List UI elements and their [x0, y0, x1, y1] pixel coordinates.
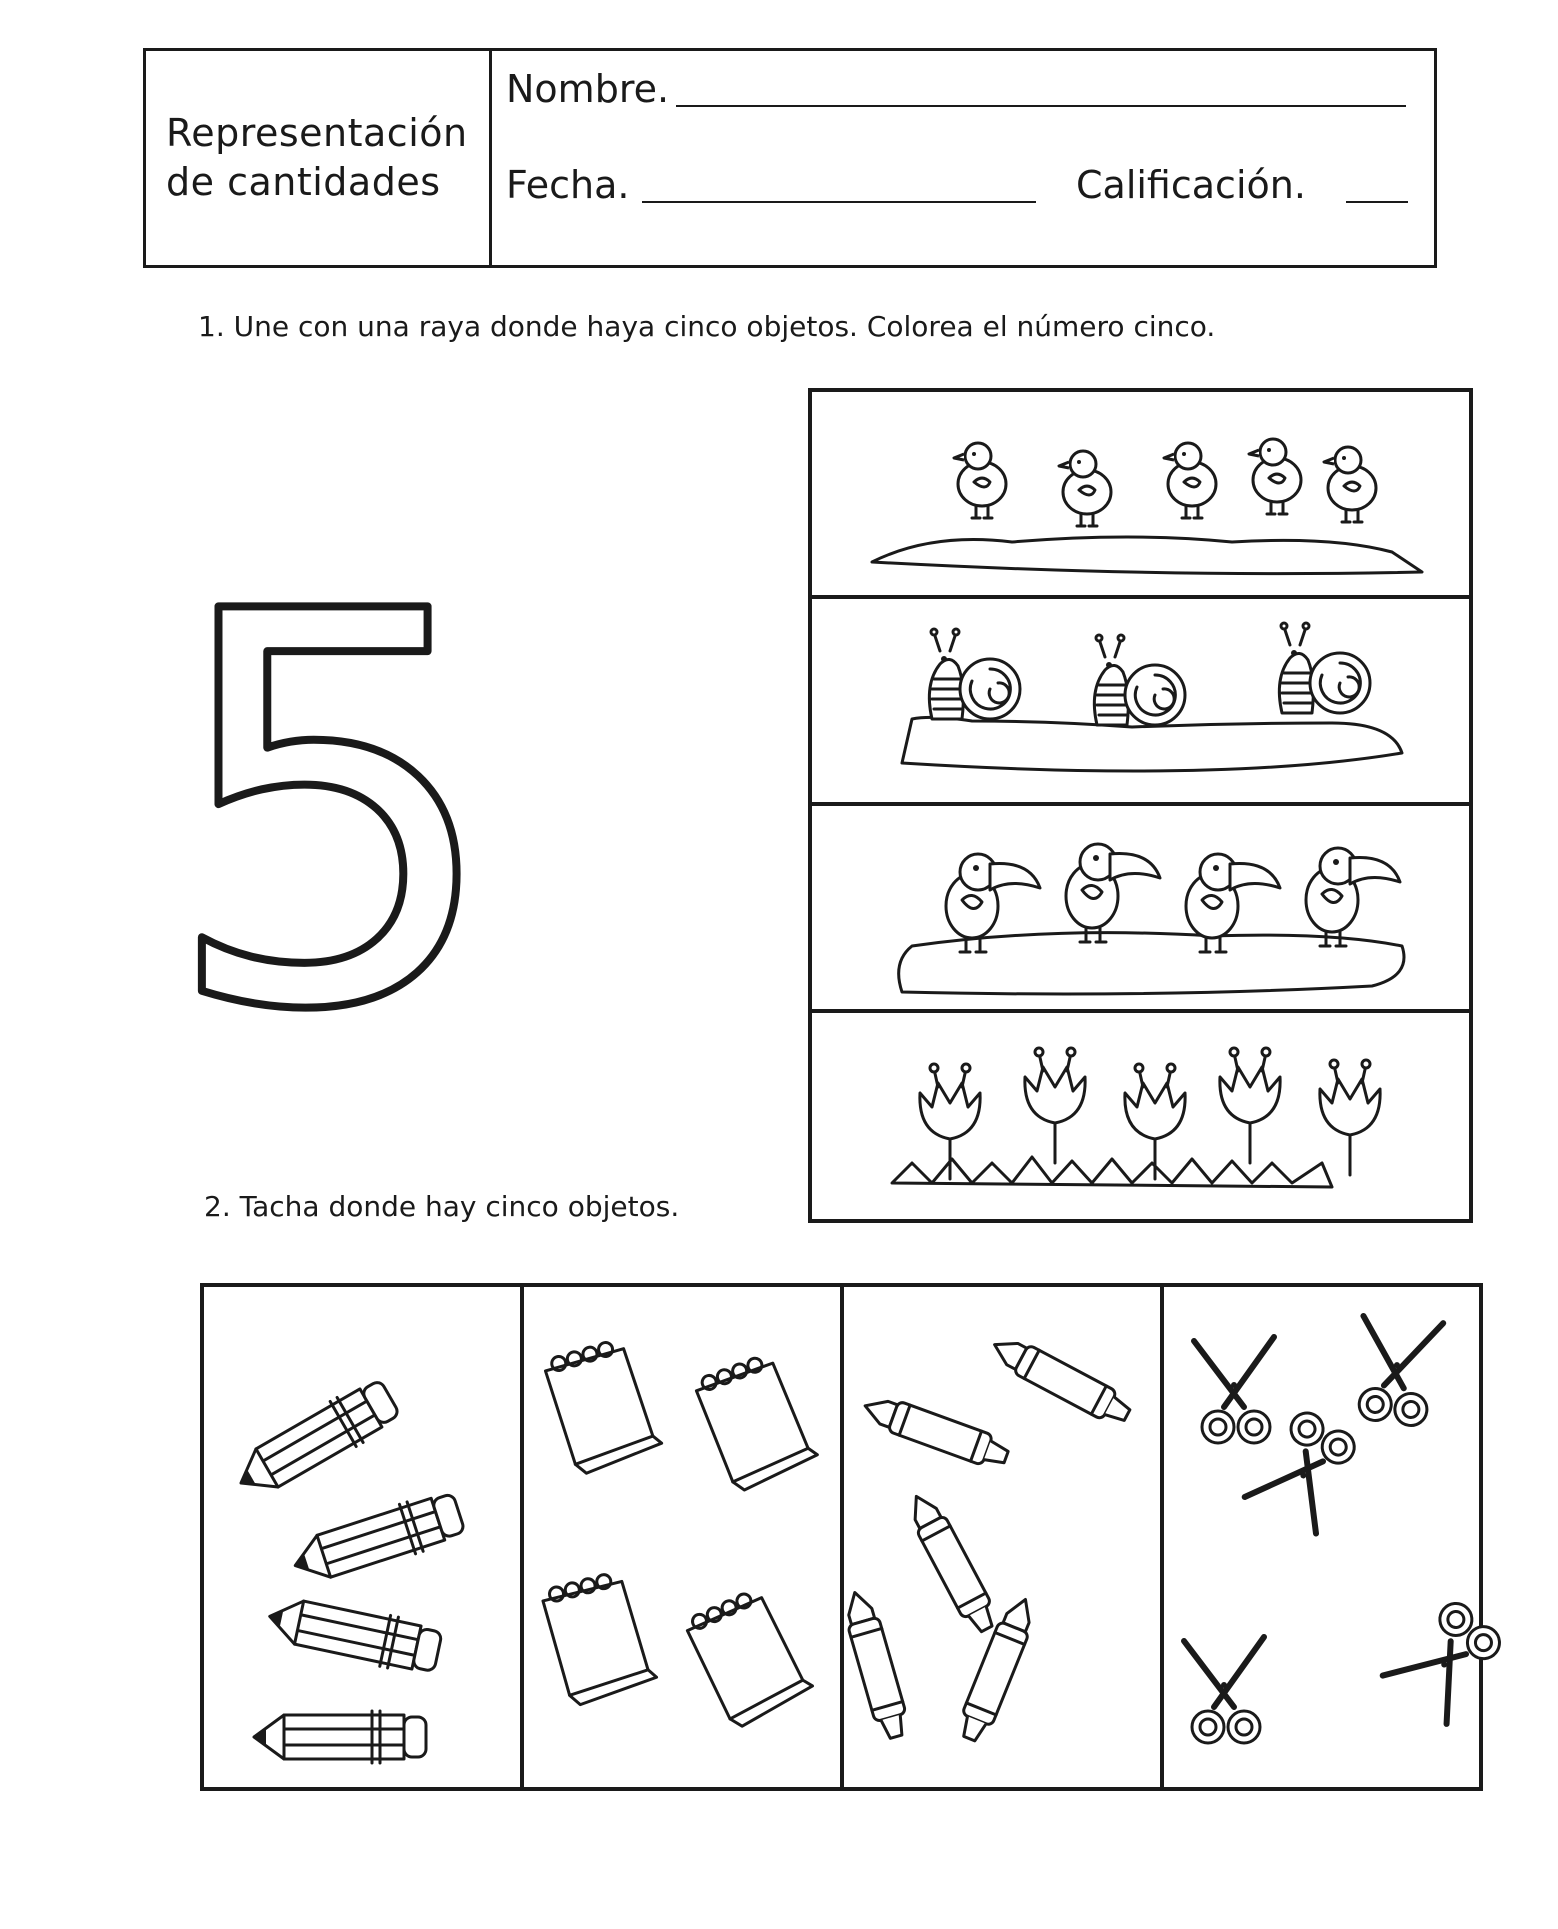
pencil-icon [287, 1488, 467, 1591]
crayon-icon [902, 1489, 1001, 1636]
scissors-icon [1349, 1312, 1443, 1428]
tulip-group [852, 1033, 1432, 1203]
number-five-glyph: 5 [160, 500, 504, 1128]
toucan-icon [1066, 844, 1160, 942]
object-box-pencils[interactable] [204, 1287, 520, 1787]
tulip-icon [1025, 1048, 1085, 1163]
tulip-icon [920, 1064, 980, 1179]
date-field[interactable] [642, 201, 1036, 203]
worksheet-header [143, 48, 1437, 268]
worksheet-title-line2: de cantidades [166, 160, 441, 204]
picture-row-tulips[interactable] [812, 1013, 1469, 1219]
crayon-icon [987, 1331, 1134, 1430]
notepad-icon [543, 1338, 664, 1477]
picture-groups-panel [808, 388, 1473, 1223]
name-label: Nombre. [506, 67, 670, 111]
instruction-2: 2. Tacha donde hay cinco objetos. [204, 1190, 680, 1223]
snail-group [852, 619, 1432, 789]
pencil-icon [264, 1591, 443, 1678]
notepad-icon [682, 1583, 818, 1733]
chick-icon [1164, 443, 1216, 518]
crayon-icon [839, 1588, 911, 1741]
picture-row-toucans[interactable] [812, 806, 1469, 1011]
number-five-outline [160, 500, 504, 1128]
toucan-icon [1306, 848, 1400, 946]
chick-icon [1249, 439, 1301, 514]
scissors-icon [1194, 1337, 1274, 1443]
scissors-icon [1383, 1594, 1512, 1727]
picture-row-chicks[interactable] [812, 392, 1469, 597]
big-number-five[interactable] [160, 500, 504, 1128]
scissors-group [1164, 1287, 1479, 1787]
snail-icon [929, 629, 1020, 719]
header-divider [489, 51, 492, 265]
pencil-icon [254, 1711, 426, 1763]
notepad-group [524, 1287, 840, 1787]
chick-group [852, 412, 1432, 582]
snail-icon [1279, 623, 1370, 713]
pencil-group [204, 1287, 520, 1787]
object-box-crayons[interactable] [844, 1287, 1160, 1787]
pencil-icon [228, 1374, 403, 1505]
snail-icon [1094, 635, 1185, 725]
worksheet-title-line1: Representación [166, 111, 468, 155]
crayon-group [844, 1287, 1160, 1787]
tulip-icon [1320, 1060, 1380, 1175]
date-label: Fecha. [506, 163, 630, 207]
chick-icon [1059, 451, 1111, 526]
grade-field[interactable] [1346, 201, 1408, 203]
chick-icon [1324, 447, 1376, 522]
object-box-notepads[interactable] [524, 1287, 840, 1787]
toucan-group [852, 826, 1432, 996]
tulip-icon [1220, 1048, 1280, 1163]
worksheet-title [166, 109, 486, 207]
notepad-icon [541, 1571, 658, 1706]
object-box-scissors[interactable] [1164, 1287, 1479, 1787]
tulip-icon [1125, 1064, 1185, 1179]
instruction-1: 1. Une con una raya donde haya cinco objetos. Colorea el número cinco. [198, 310, 1216, 343]
notepad-icon [693, 1350, 822, 1495]
scissors-icon [1184, 1637, 1264, 1743]
name-field[interactable] [676, 105, 1406, 107]
objects-grid [200, 1283, 1483, 1791]
picture-row-snails[interactable] [812, 599, 1469, 804]
grade-label: Calificación. [1076, 163, 1306, 207]
toucan-icon [1186, 854, 1280, 952]
crayon-icon [860, 1391, 1012, 1472]
chick-icon [954, 443, 1006, 518]
